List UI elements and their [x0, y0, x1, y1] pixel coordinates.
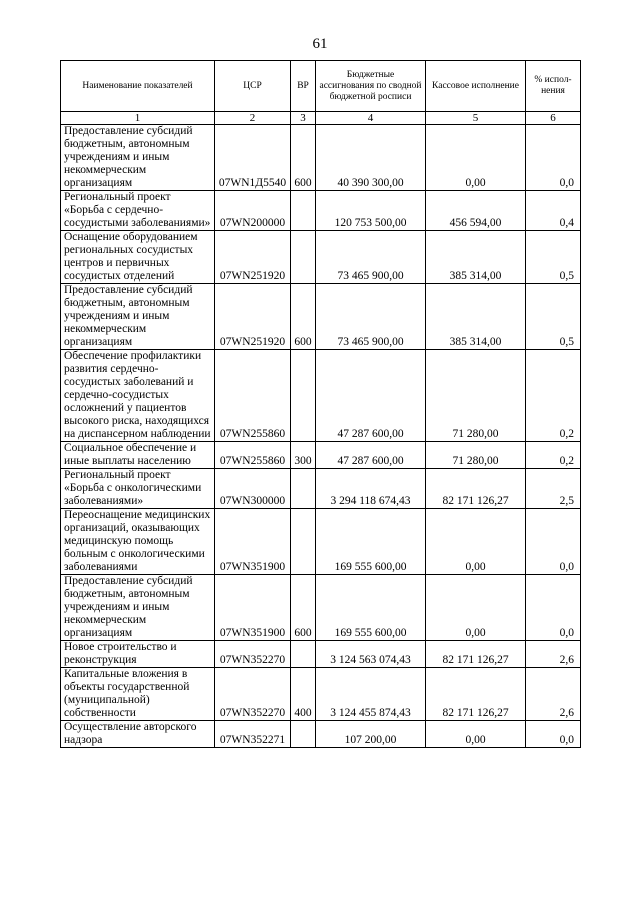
table-row [61, 125, 581, 191]
header-cash: Кассовое исполнение [426, 61, 526, 112]
cell-budget: 73 465 900,00 [316, 231, 426, 284]
table-row [61, 575, 581, 641]
table-row [61, 509, 581, 575]
cell-name: Осуществление авторского надзора [61, 721, 215, 748]
cell-vr: 400 [291, 668, 316, 721]
table-row [61, 641, 581, 668]
cell-cash: 82 171 126,27 [426, 469, 526, 509]
cell-name: Региональный проект «Борьба с сердечно-сосудистыми заболеваниями» [61, 191, 215, 231]
cell-budget: 169 555 600,00 [316, 509, 426, 575]
cell-csr: 07WN251920 [215, 231, 291, 284]
cell-cash: 0,00 [426, 509, 526, 575]
table-row [61, 350, 581, 442]
cell-vr [291, 231, 316, 284]
cell-budget: 47 287 600,00 [316, 350, 426, 442]
column-number: 6 [526, 112, 581, 125]
cell-vr [291, 509, 316, 575]
cell-pct: 2,6 [526, 641, 581, 668]
cell-pct: 0,0 [526, 721, 581, 748]
cell-csr: 07WN255860 [215, 442, 291, 469]
cell-name: Переоснащение медицинских организаций, оказывающих медицинскую помощь больным с онкологическими заболеваниями [61, 509, 215, 575]
cell-vr: 600 [291, 575, 316, 641]
cell-cash: 71 280,00 [426, 350, 526, 442]
cell-budget: 40 390 300,00 [316, 125, 426, 191]
table-header-row [61, 61, 581, 112]
cell-name: Оснащение оборудованием региональных сосудистых центров и первичных сосудистых отделений [61, 231, 215, 284]
cell-name: Предоставление субсидий бюджетным, автономным учреждениям и иным некоммерческим организациям [61, 575, 215, 641]
cell-cash: 0,00 [426, 125, 526, 191]
cell-vr: 600 [291, 284, 316, 350]
cell-csr: 07WN351900 [215, 509, 291, 575]
cell-name: Предоставление субсидий бюджетным, автономным учреждениям и иным некоммерческим организациям [61, 284, 215, 350]
page-number: 61 [312, 36, 328, 52]
cell-csr: 07WN1Д5540 [215, 125, 291, 191]
column-number: 1 [61, 112, 215, 125]
cell-csr: 07WN352271 [215, 721, 291, 748]
cell-pct: 0,0 [526, 125, 581, 191]
cell-pct: 0,0 [526, 575, 581, 641]
cell-csr: 07WN352270 [215, 641, 291, 668]
cell-csr: 07WN255860 [215, 350, 291, 442]
column-number-row [61, 112, 581, 125]
cell-budget: 3 124 455 874,43 [316, 668, 426, 721]
cell-name: Капитальные вложения в объекты государственной (муниципальной) собственности [61, 668, 215, 721]
column-number: 4 [316, 112, 426, 125]
cell-vr [291, 469, 316, 509]
cell-budget: 3 124 563 074,43 [316, 641, 426, 668]
cell-cash: 456 594,00 [426, 191, 526, 231]
budget-table [60, 60, 581, 748]
cell-vr [291, 350, 316, 442]
cell-name: Социальное обеспечение и иные выплаты населению [61, 442, 215, 469]
cell-pct: 2,6 [526, 668, 581, 721]
cell-pct: 0,5 [526, 284, 581, 350]
cell-vr: 300 [291, 442, 316, 469]
cell-csr: 07WN300000 [215, 469, 291, 509]
header-vr: ВР [291, 61, 316, 112]
header-csr: ЦСР [215, 61, 291, 112]
table-row [61, 191, 581, 231]
cell-budget: 47 287 600,00 [316, 442, 426, 469]
cell-name: Новое строительство и реконструкция [61, 641, 215, 668]
table-row [61, 668, 581, 721]
column-number: 5 [426, 112, 526, 125]
cell-pct: 2,5 [526, 469, 581, 509]
column-number: 3 [291, 112, 316, 125]
cell-budget: 107 200,00 [316, 721, 426, 748]
cell-pct: 0,2 [526, 350, 581, 442]
cell-budget: 169 555 600,00 [316, 575, 426, 641]
table-row [61, 469, 581, 509]
cell-cash: 385 314,00 [426, 231, 526, 284]
table-row [61, 721, 581, 748]
cell-csr: 07WN251920 [215, 284, 291, 350]
table-row [61, 442, 581, 469]
cell-csr: 07WN351900 [215, 575, 291, 641]
cell-name: Предоставление субсидий бюджетным, автономным учреждениям и иным некоммерческим организациям [61, 125, 215, 191]
cell-vr: 600 [291, 125, 316, 191]
cell-pct: 0,4 [526, 191, 581, 231]
header-budget: Бюджетные ассигнования по сводной бюджетной росписи [316, 61, 426, 112]
cell-cash: 82 171 126,27 [426, 641, 526, 668]
cell-pct: 0,5 [526, 231, 581, 284]
table-row [61, 231, 581, 284]
cell-budget: 73 465 900,00 [316, 284, 426, 350]
cell-name: Региональный проект «Борьба с онкологическими заболеваниями» [61, 469, 215, 509]
cell-csr: 07WN200000 [215, 191, 291, 231]
cell-vr [291, 721, 316, 748]
table-row [61, 284, 581, 350]
cell-pct: 0,2 [526, 442, 581, 469]
cell-cash: 71 280,00 [426, 442, 526, 469]
cell-cash: 82 171 126,27 [426, 668, 526, 721]
header-pct: % испол-нения [526, 61, 581, 112]
cell-budget: 120 753 500,00 [316, 191, 426, 231]
cell-pct: 0,0 [526, 509, 581, 575]
cell-csr: 07WN352270 [215, 668, 291, 721]
cell-cash: 385 314,00 [426, 284, 526, 350]
header-name: Наименование показателей [61, 61, 215, 112]
column-number: 2 [215, 112, 291, 125]
cell-budget: 3 294 118 674,43 [316, 469, 426, 509]
cell-cash: 0,00 [426, 575, 526, 641]
cell-vr [291, 641, 316, 668]
cell-cash: 0,00 [426, 721, 526, 748]
cell-vr [291, 191, 316, 231]
cell-name: Обеспечение профилактики развития сердечно-сосудистых заболеваний и сердечно-сосудистых осложнений у пациентов высокого риска, находящихся на диспансерном наблюдении [61, 350, 215, 442]
